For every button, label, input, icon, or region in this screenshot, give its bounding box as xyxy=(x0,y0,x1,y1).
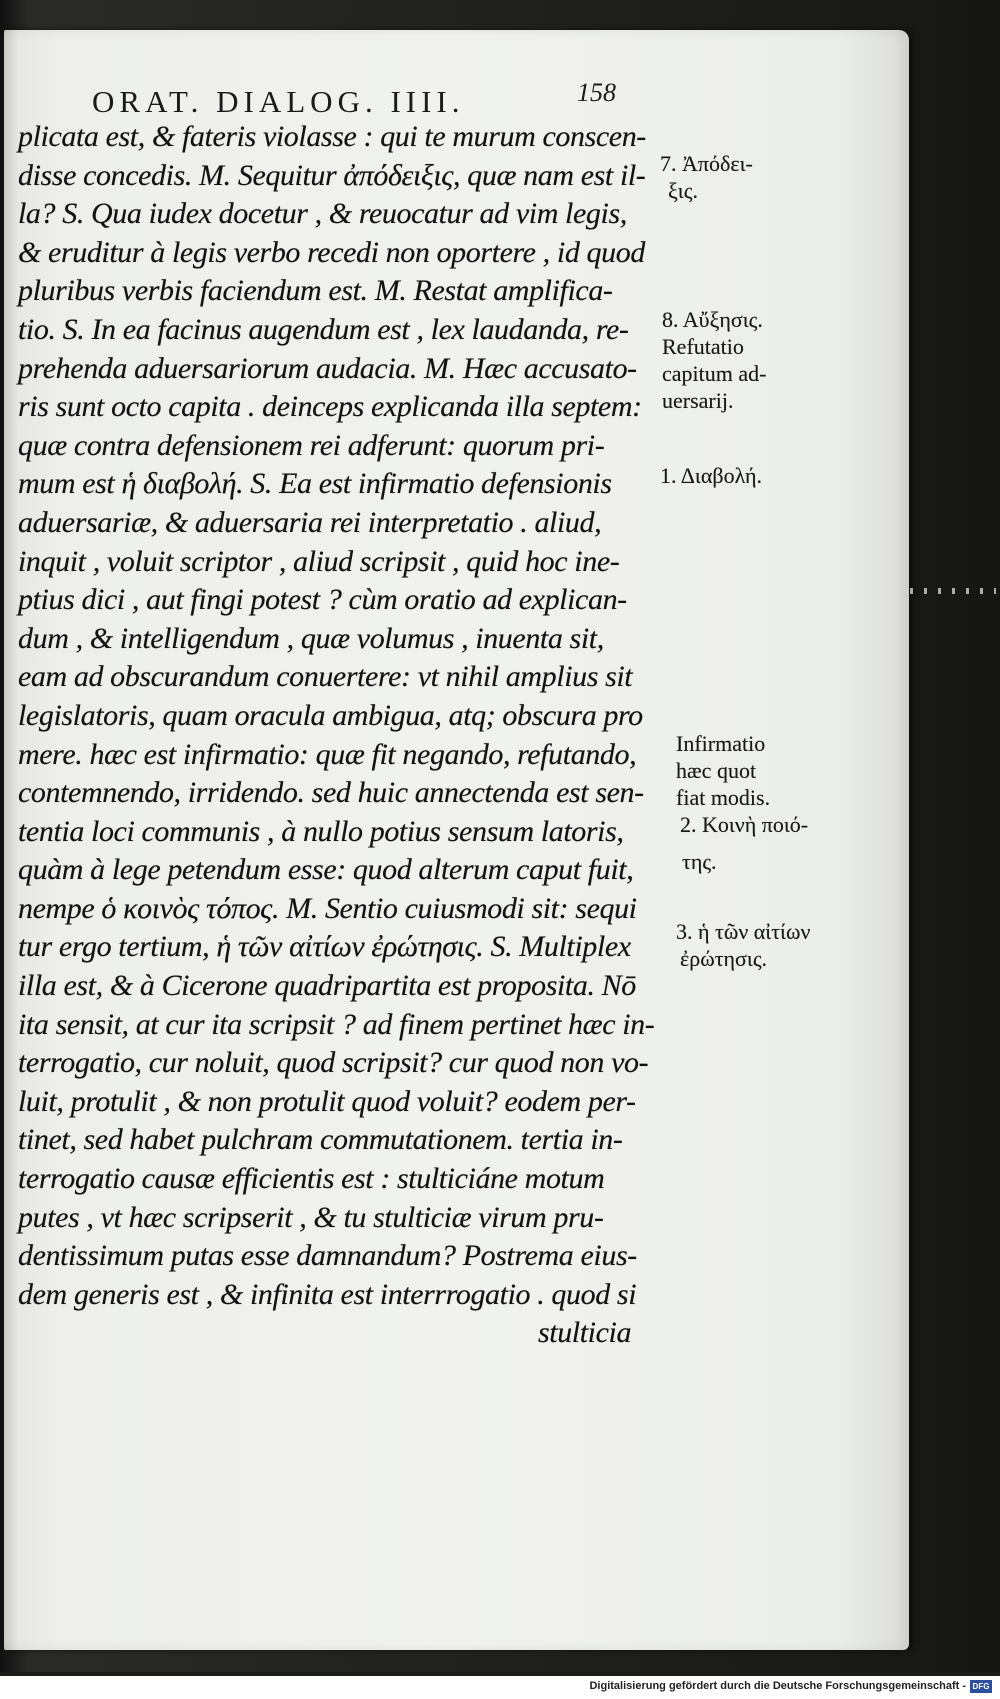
margin-note-line: 8. Αὔξησις. xyxy=(662,307,763,332)
main-text xyxy=(18,118,678,1353)
margin-note-infirmatio xyxy=(676,730,808,875)
text-line: dentissimum putas esse damnandum? Postrema eius- xyxy=(18,1239,637,1273)
margin-note-line: Refutatio xyxy=(662,334,744,359)
page-number: 158 xyxy=(577,78,616,107)
page-edge-marks xyxy=(910,588,996,594)
text-line: disse concedis. M. Sequitur ἀπόδειξις, quæ nam est il- xyxy=(18,158,646,192)
text-line: tentia loci communis , à nullo potius sensum latoris, xyxy=(18,814,624,848)
margin-note-line: 3. ἡ τῶν αἰτίων xyxy=(676,919,811,944)
text-line: mum est ἡ διαβολή. S. Ea est infirmatio defensionis xyxy=(18,467,612,501)
text-line: terrogatio, cur noluit, quod scripsit? cur quod non vo- xyxy=(18,1046,649,1080)
text-line: tinet, sed habet pulchram commutationem. tertia in- xyxy=(18,1123,623,1157)
text-line: inquit , voluit scriptor , aliud scripsit , quid hoc ine- xyxy=(18,544,620,578)
text-line: ris sunt octo capita . deinceps explicanda illa septem: xyxy=(18,390,642,424)
text-line: eam ad obscurandum conuertere: vt nihil amplius sit xyxy=(18,660,633,694)
margin-note-line: uersarij. xyxy=(662,388,734,413)
text-line: illa est, & à Cicerone quadripartita est proposita. Nō xyxy=(18,969,636,1003)
margin-note-diabole xyxy=(660,462,762,489)
margin-note-line: 7. Ἀπόδει- xyxy=(660,151,753,176)
text-line: ita sensit, at cur ita scripsit ? ad finem pertinet hæc in- xyxy=(18,1007,655,1041)
text-line: dem generis est , & infinita est interrrogatio . quod si xyxy=(18,1277,637,1311)
margin-note-line: ἐρώτησις. xyxy=(680,946,768,971)
text-line: nempe ὁ κοινὸς τόπος. M. Sentio cuiusmodi sit: sequi xyxy=(18,891,637,925)
text-line: mere. hæc est infirmatio: quæ fit negando, refutando, xyxy=(18,737,637,771)
text-line: legislatoris, quam oracula ambigua, atq; obscura pro xyxy=(18,698,643,732)
text-line: plicata est, & fateris violasse : qui te murum conscen- xyxy=(18,120,646,153)
text-line: tio. S. In ea facinus augendum est , lex laudanda, re- xyxy=(18,312,629,346)
digitization-footer xyxy=(0,1676,1000,1699)
margin-note-line: 2. Κοινὴ ποιό- xyxy=(680,812,809,837)
text-line: la? S. Qua iudex docetur , & reuocatur ad vim legis, xyxy=(18,197,627,231)
margin-note-line: 1. Διαβολή. xyxy=(660,463,763,488)
funding-credit: Digitalisierung gefördert durch die Deutsche Forschungsgemeinschaft - xyxy=(589,1680,966,1692)
text-line: terrogatio causæ efficientis est : stulticiáne motum xyxy=(18,1162,605,1196)
text-line: contemnendo, irridendo. sed huic annectenda est sen- xyxy=(18,776,644,810)
text-line: quàm à lege petendum esse: quod alterum caput fuit, xyxy=(18,853,634,887)
margin-note-line: capitum ad- xyxy=(662,361,767,386)
margin-note-line: της. xyxy=(682,849,717,874)
text-line: quæ contra defensionem rei adferunt: quorum pri- xyxy=(18,428,605,462)
margin-note-aition-erotesis xyxy=(676,918,810,972)
text-line: & eruditur à legis verbo recedi non oportere , id quod xyxy=(18,235,645,269)
margin-note-apodeixis xyxy=(660,150,753,204)
margin-note-line: ξις. xyxy=(668,178,698,203)
text-line: putes , vt hæc scripserit , & tu stulticiæ virum pru- xyxy=(18,1200,604,1234)
text-line: dum , & intelligendum , quæ volumus , inuenta sit, xyxy=(18,621,604,655)
text-line: pluribus verbis faciendum est. M. Restat amplifica- xyxy=(18,274,613,308)
margin-note-line: fiat modis. xyxy=(676,785,771,810)
margin-note-line: hæc quot xyxy=(676,758,757,783)
dfg-logo: DFG xyxy=(970,1680,992,1693)
running-head: ORAT. DIALOG. IIII. xyxy=(92,84,465,119)
text-line: luit, protulit , & non protulit quod voluit? eodem per- xyxy=(18,1084,636,1118)
margin-note-auxesis xyxy=(662,306,766,414)
margin-note-line: Infirmatio xyxy=(676,731,766,756)
text-line: tur ergo tertium, ἡ τῶν αἰτίων ἐρώτησις. S. Multiplex xyxy=(18,930,631,964)
text-line: ptius dici , aut fingi potest ? cùm oratio ad explican- xyxy=(18,583,627,617)
catchword: stulticia xyxy=(538,1316,632,1350)
text-line: prehenda aduersariorum audacia. M. Hæc accusato- xyxy=(18,351,637,385)
text-line: aduersariæ, & aduersaria rei interpretatio . aliud, xyxy=(18,505,602,539)
